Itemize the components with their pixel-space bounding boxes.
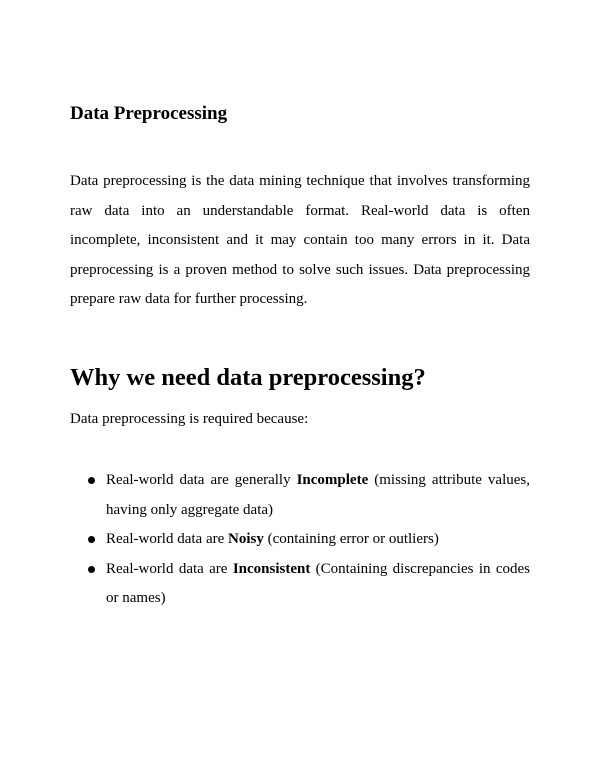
bullet-icon bbox=[88, 477, 95, 484]
list-item-suffix: (containing error or outliers) bbox=[263, 531, 439, 547]
list-item bbox=[106, 555, 530, 614]
reasons-list bbox=[106, 466, 530, 614]
list-item-suffix: (Containing discrepancies in codes or names) bbox=[106, 560, 530, 606]
list-item-suffix: (missing attribute values, having only aggregate data) bbox=[106, 472, 530, 518]
list-item-keyword: Noisy bbox=[228, 531, 264, 547]
section-title: Data Preprocessing bbox=[70, 103, 228, 124]
bullet-icon bbox=[88, 536, 95, 543]
required-because-text: Data preprocessing is required because: bbox=[70, 411, 309, 427]
list-item-prefix: Real-world data are bbox=[106, 531, 229, 547]
bullet-icon bbox=[88, 566, 95, 573]
intro-paragraph: Data preprocessing is the data mining technique that involves transforming raw data into an understandable format. Real-world data is often incomplete, inconsistent and it may contain too many errors in it. Data preprocessing is a proven method to solve such issues. Data preprocessing prepare raw data for further processing. bbox=[70, 173, 530, 307]
why-heading: Why we need data preprocessing? bbox=[70, 364, 426, 391]
list-item-keyword: Inconsistent bbox=[232, 560, 311, 577]
list-item bbox=[106, 466, 530, 525]
list-item-keyword: Incomplete bbox=[296, 472, 369, 488]
list-item bbox=[106, 525, 530, 555]
list-item-prefix: Real-world data are generally bbox=[106, 472, 297, 488]
list-item-prefix: Real-world data are bbox=[106, 560, 233, 577]
